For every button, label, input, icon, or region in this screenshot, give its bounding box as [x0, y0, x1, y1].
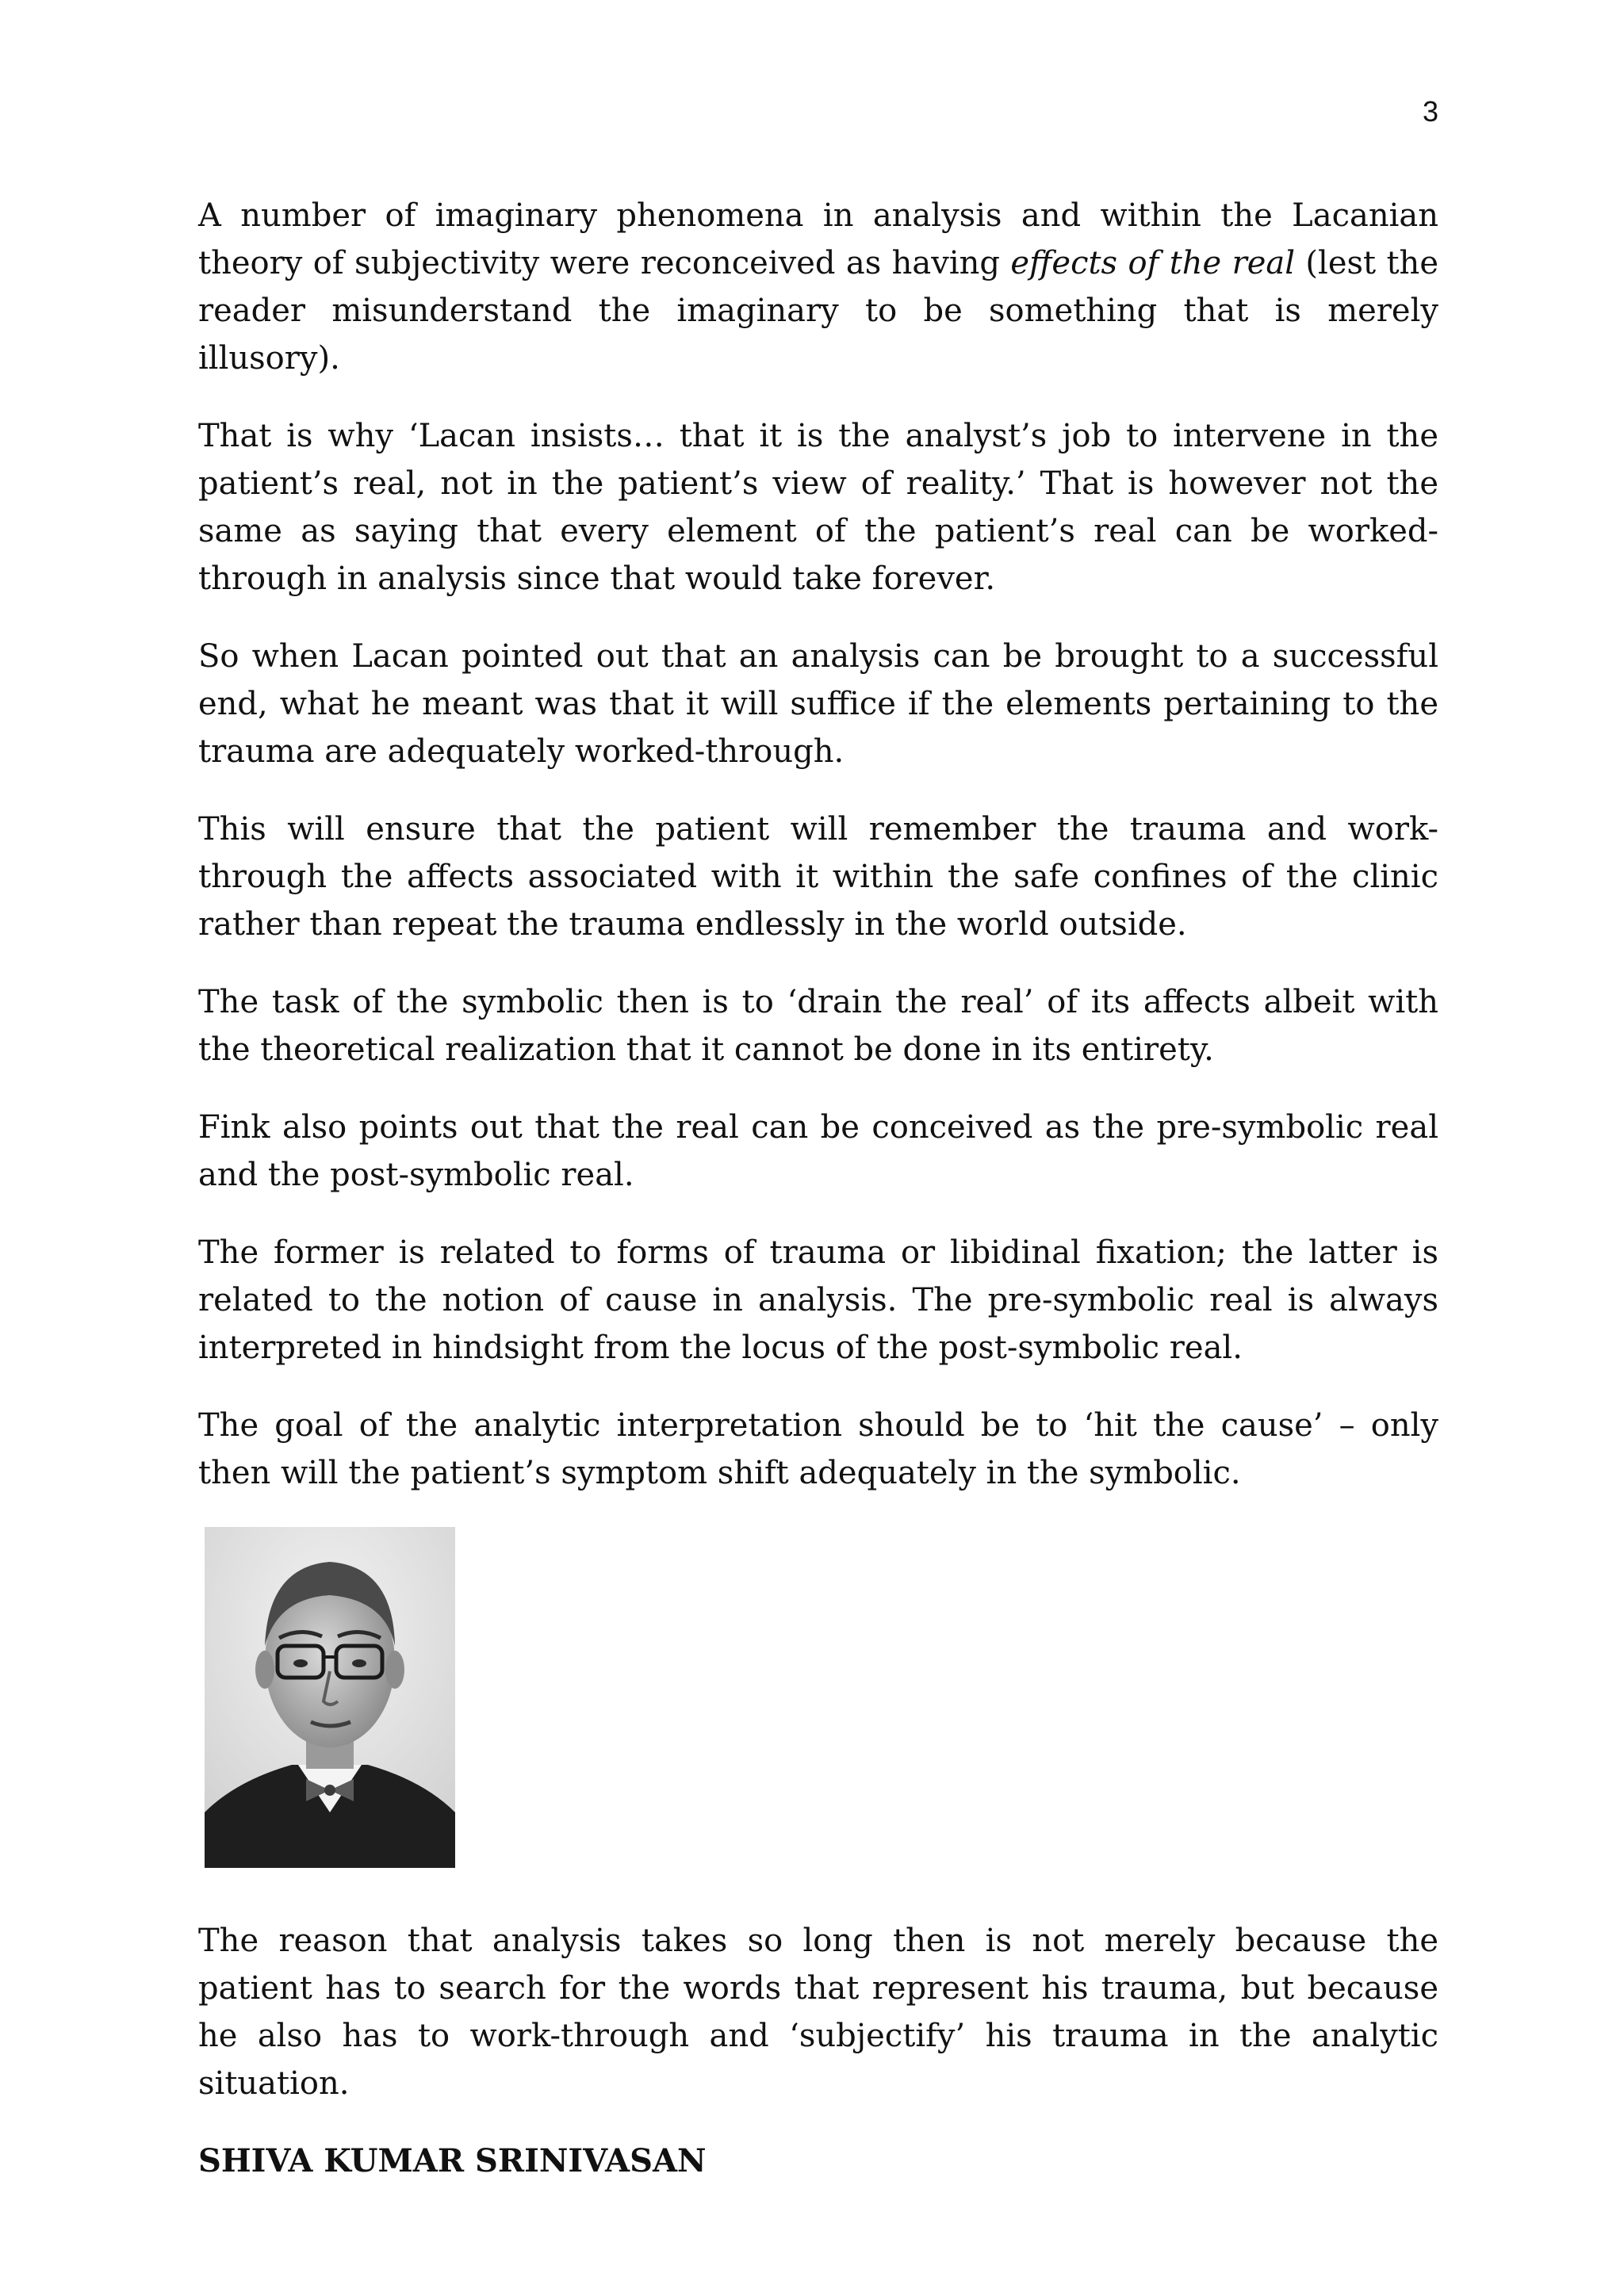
portrait-illustration — [205, 1527, 455, 1868]
paragraph-8: The goal of the analytic interpretation should be to ‘hit the cause’ – only then will the patient’s symptom shift adequately in the symbolic. — [198, 1407, 1438, 1491]
paragraph-2: That is why ‘Lacan insists… that it is the analyst’s job to intervene in the patient’s real, not in the patient’s view of reality.’ That is however not the same as saying that every element of the patient’s real can be worked-through in analysis since that would take forever. — [198, 418, 1438, 597]
paragraph-9: The reason that analysis takes so long then is not merely because the patient has to search for the words that represent his trauma, but because he also has to work-through and ‘subjectify’ his trauma in the analytic situation. — [198, 1923, 1438, 2102]
paragraph-3: So when Lacan pointed out that an analysis can be brought to a successful end, what he meant was that it will suffice if the elements pertaining to the trauma are adequately worked-through. — [198, 638, 1438, 770]
paragraph-4: This will ensure that the patient will remember the trauma and work-through the affects associated with it within the safe confines of the clinic rather than repeat the trauma endlessly in the world outside. — [198, 811, 1438, 943]
paragraph-1-emphasis: effects of the real — [1010, 245, 1296, 281]
paragraph-6: Fink also points out that the real can be conceived as the pre-symbolic real and the post-symbolic real. — [198, 1109, 1438, 1193]
paragraph-1 — [198, 192, 1438, 382]
paragraph-7: The former is related to forms of trauma or libidinal fixation; the latter is related to the notion of cause in analysis. The pre-symbolic real is always interpreted in hindsight from the locus of the post-symbolic real. — [198, 1234, 1438, 1366]
paragraph-1-text-start: A number of imaginary phenomena in analysis and within the Lacanian theory of subjectivity were reconceived as having — [198, 197, 1438, 281]
paragraph-1-text-end: (lest the reader misunderstand the imaginary to be something that is merely illusory). — [198, 245, 1438, 377]
portrait-photo — [205, 1527, 455, 1868]
page-number: 3 — [1422, 95, 1438, 128]
paragraph-5: The task of the symbolic then is to ‘drain the real’ of its affects albeit with the theoretical realization that it cannot be done in its entirety. — [198, 984, 1438, 1068]
article-body — [198, 192, 1438, 2185]
author-name: SHIVA KUMAR SRINIVASAN — [198, 2142, 707, 2179]
